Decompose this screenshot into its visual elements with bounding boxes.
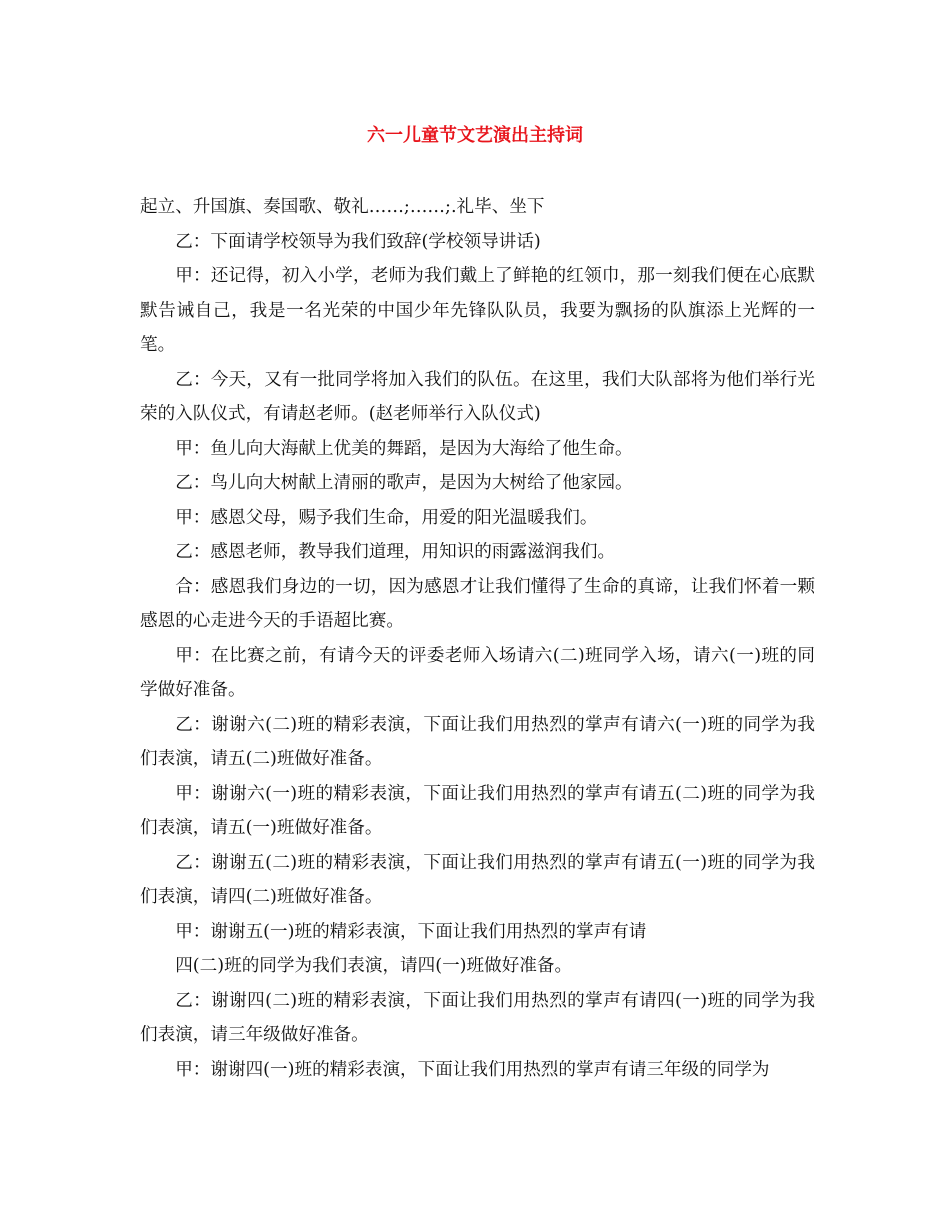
paragraph: 乙：今天，又有一批同学将加入我们的队伍。在这里，我们大队部将为他们举行光荣的入队仪式，有请赵老师。(赵老师举行入队仪式) xyxy=(140,369,815,424)
paragraph: 乙：谢谢六(二)班的精彩表演，下面让我们用热烈的掌声有请六(一)班的同学为我们表演，请五(二)班做好准备。 xyxy=(140,714,815,769)
paragraph: 甲：还记得，初入小学，老师为我们戴上了鲜艳的红领巾，那一刻我们便在心底默默告诫自己，我是一名光荣的中国少年先锋队队员，我要为飘扬的队旗添上光辉的一笔。 xyxy=(140,266,815,355)
paragraph-opening: 起立、升国旗、奏国歌、敬礼……;……;.礼毕、坐下 xyxy=(140,197,545,217)
paragraph: 乙：鸟儿向大树献上清丽的歌声，是因为大树给了他家园。 xyxy=(175,473,633,493)
paragraph: 甲：谢谢四(一)班的精彩表演，下面让我们用热烈的掌声有请三年级的同学为 xyxy=(175,1059,770,1080)
paragraph: 四(二)班的同学为我们表演，请四(一)班做好准备。 xyxy=(175,956,573,976)
paragraph: 乙：谢谢四(二)班的精彩表演，下面让我们用热烈的掌声有请四(一)班的同学为我们表演，请三年级做好准备。 xyxy=(140,990,815,1045)
paragraph: 甲：鱼儿向大海献上优美的舞蹈，是因为大海给了他生命。 xyxy=(175,438,633,459)
paragraph: 乙：谢谢五(二)班的精彩表演，下面让我们用热烈的掌声有请五(一)班的同学为我们表演，请四(二)班做好准备。 xyxy=(140,852,815,907)
paragraph: 甲：在比赛之前，有请今天的评委老师入场请六(二)班同学入场，请六(一)班的同学做好准备。 xyxy=(140,645,815,700)
paragraph: 甲：谢谢五(一)班的精彩表演，下面让我们用热烈的掌声有请 xyxy=(175,921,647,942)
document-body xyxy=(140,190,815,1087)
paragraph: 乙：感恩老师，教导我们道理，用知识的雨露滋润我们。 xyxy=(175,542,616,562)
paragraph: 合：感恩我们身边的一切，因为感恩才让我们懂得了生命的真谛，让我们怀着一颗感恩的心走进今天的手语超比赛。 xyxy=(140,576,815,631)
paragraph: 甲：感恩父母，赐予我们生命，用爱的阳光温暖我们。 xyxy=(175,507,598,528)
document-title: 六一儿童节文艺演出主持词 xyxy=(367,125,583,146)
paragraph: 甲：谢谢六(一)班的精彩表演，下面让我们用热烈的掌声有请五(二)班的同学为我们表演，请五(一)班做好准备。 xyxy=(140,783,815,838)
paragraph: 乙：下面请学校领导为我们致辞(学校领导讲话) xyxy=(175,231,541,252)
